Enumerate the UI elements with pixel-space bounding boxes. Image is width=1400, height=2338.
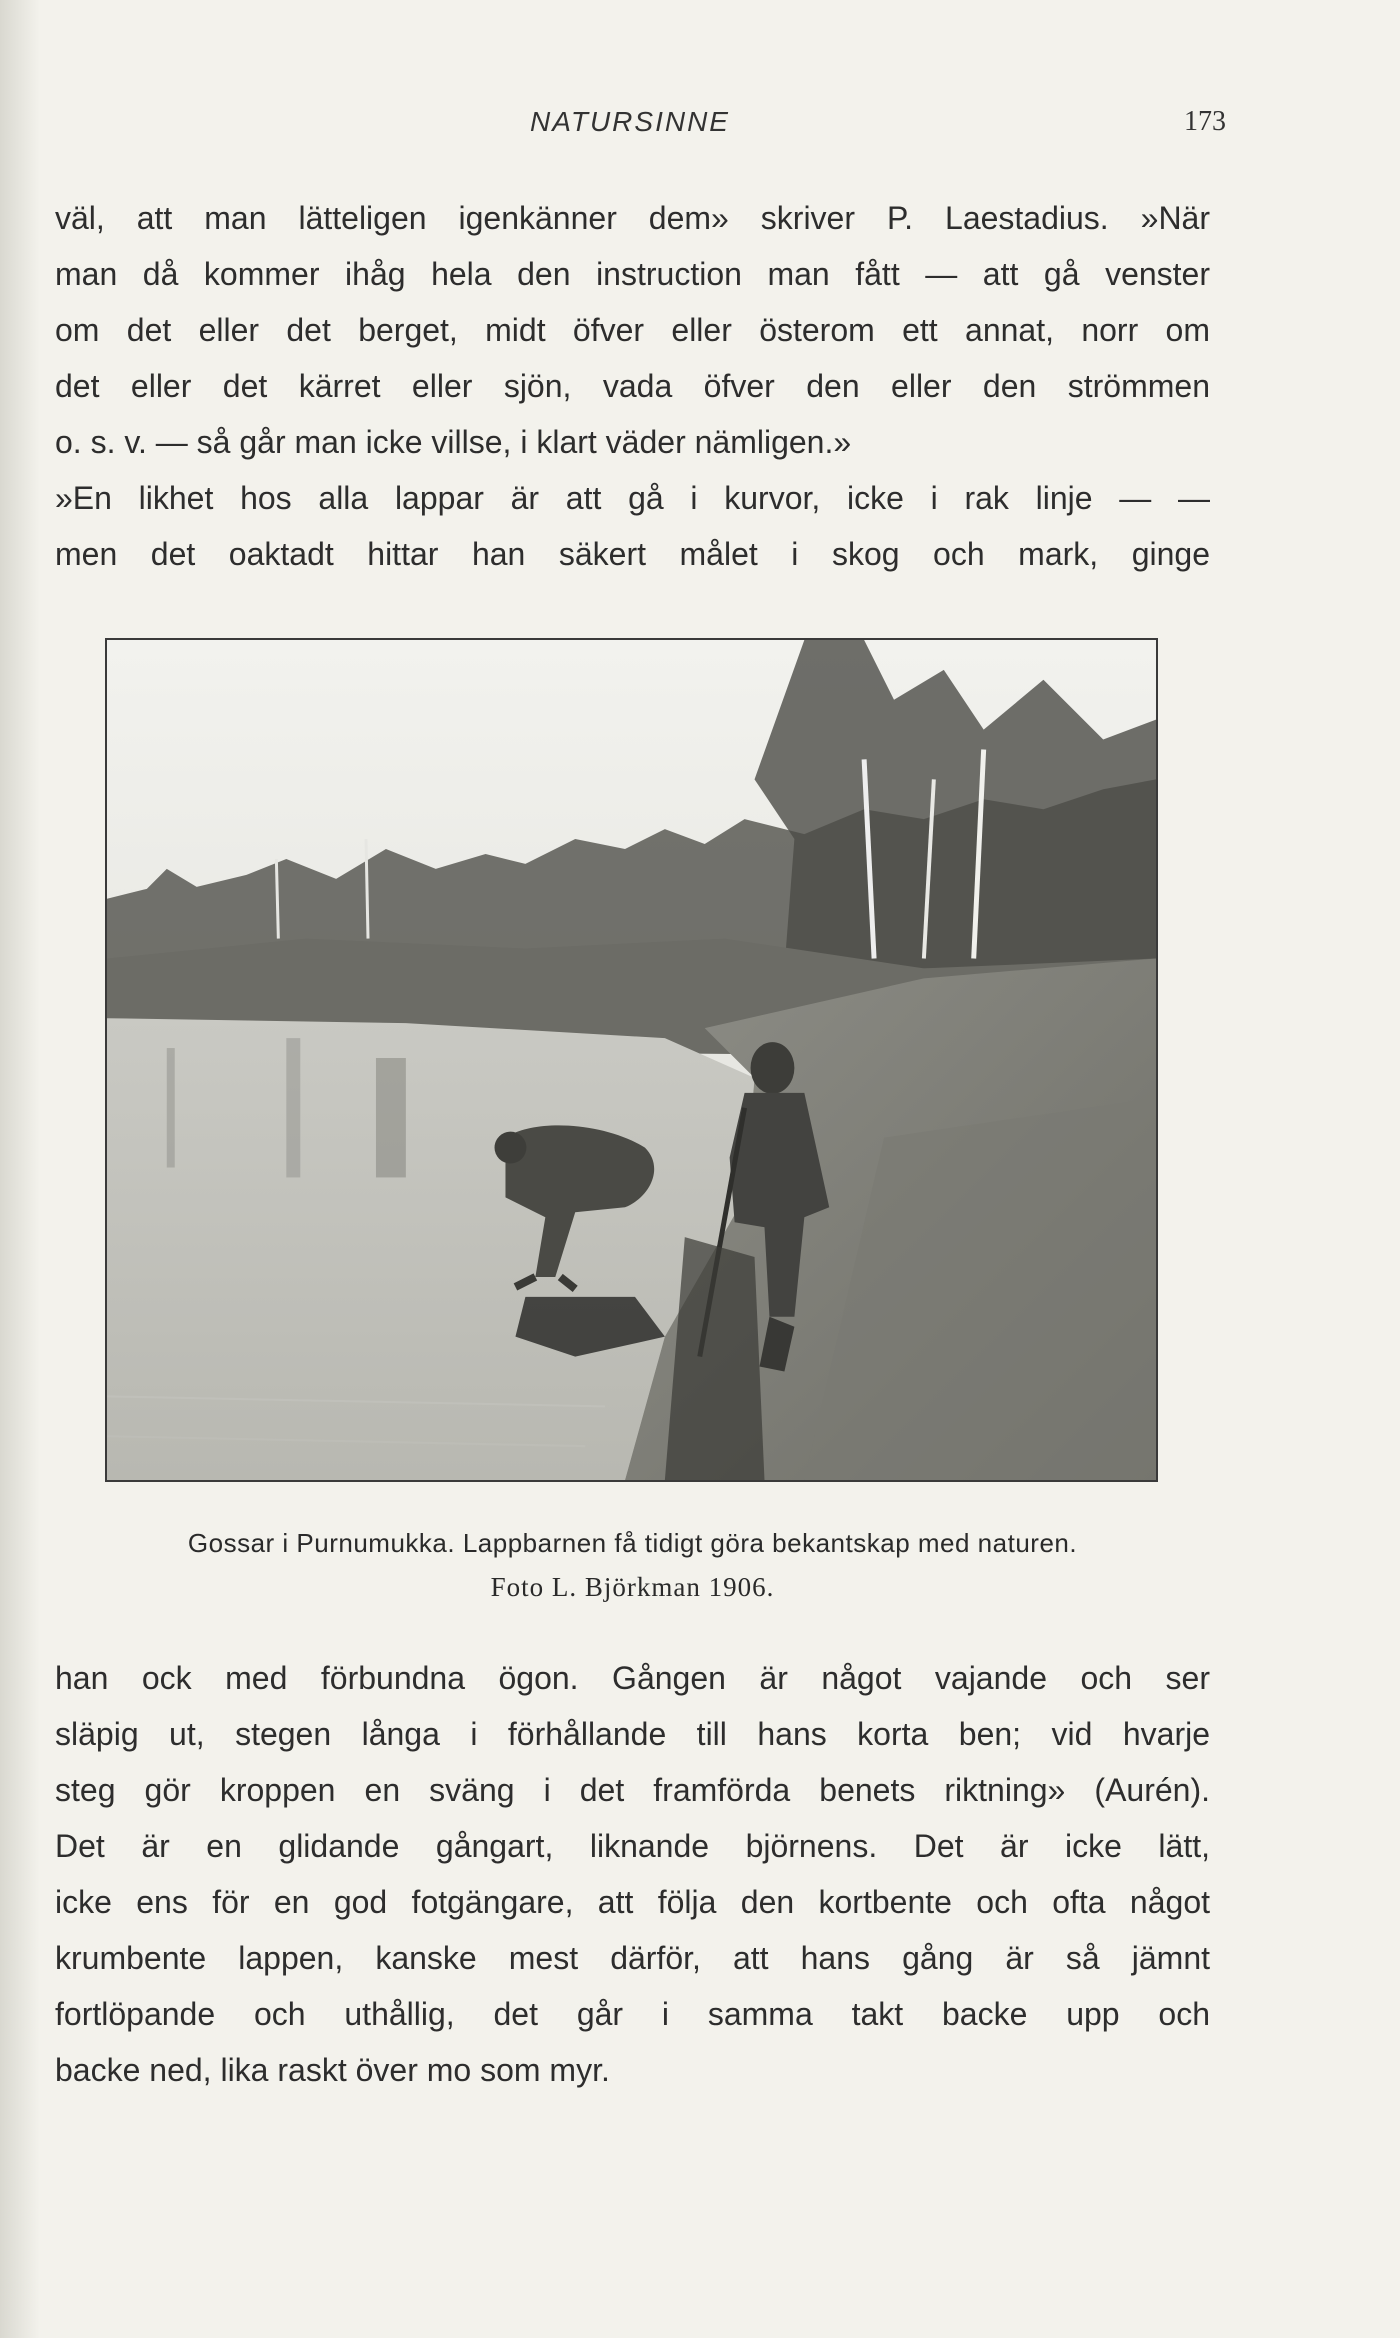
text-line: steg gör kroppen en sväng i det framförda benets riktning» (Aurén). — [55, 1772, 1210, 1808]
photograph — [105, 638, 1158, 1482]
text-line: backe ned, lika raskt över mo som myr. — [55, 2052, 610, 2088]
text-line: om det eller det berget, midt öfver eller österom ett annat, norr om — [55, 312, 1210, 348]
text-line: man då kommer ihåg hela den instruction man fått — att gå venster — [55, 256, 1210, 292]
photo-credit: Foto L. Björkman 1906. — [490, 1572, 775, 1602]
text-line: det eller det kärret eller sjön, vada öfver den eller den strömmen — [55, 368, 1210, 404]
photo-illustration — [107, 640, 1156, 1480]
text-line: Det är en glidande gångart, liknande björnens. Det är icke lätt, — [55, 1828, 1210, 1864]
page-edge-shadow — [0, 0, 40, 2338]
text-line: släpig ut, stegen långa i förhållande till hans korta ben; vid hvarje — [55, 1716, 1210, 1752]
text-line: men det oaktadt hittar han säkert målet i skog och mark, ginge — [55, 536, 1210, 572]
running-title: NATURSINNE — [530, 106, 730, 137]
text-line: »En likhet hos alla lappar är att gå i kurvor, icke i rak linje — — — [55, 480, 1210, 516]
page-number: 173 — [1184, 106, 1226, 137]
text-line: väl, att man lätteligen igenkänner dem» skriver P. Laestadius. »När — [55, 200, 1210, 236]
text-line: o. s. v. — så går man icke villse, i klart väder nämligen.» — [55, 424, 852, 460]
text-line: krumbente lappen, kanske mest därför, att hans gång är så jämnt — [55, 1940, 1210, 1976]
text-line: icke ens för en god fotgängare, att följa den kortbente och ofta något — [55, 1884, 1210, 1920]
figure-caption: Gossar i Purnumukka. Lappbarnen få tidigt göra bekantskap med naturen. — [187, 1528, 1078, 1558]
lower-paragraph-block — [55, 1650, 1210, 2098]
running-header — [0, 106, 1400, 146]
text-line: han ock med förbundna ögon. Gången är något vajande och ser — [55, 1660, 1210, 1696]
text-line: fortlöpande och uthållig, det går i samma takt backe upp och — [55, 1996, 1210, 2032]
upper-paragraph-block — [55, 190, 1210, 582]
